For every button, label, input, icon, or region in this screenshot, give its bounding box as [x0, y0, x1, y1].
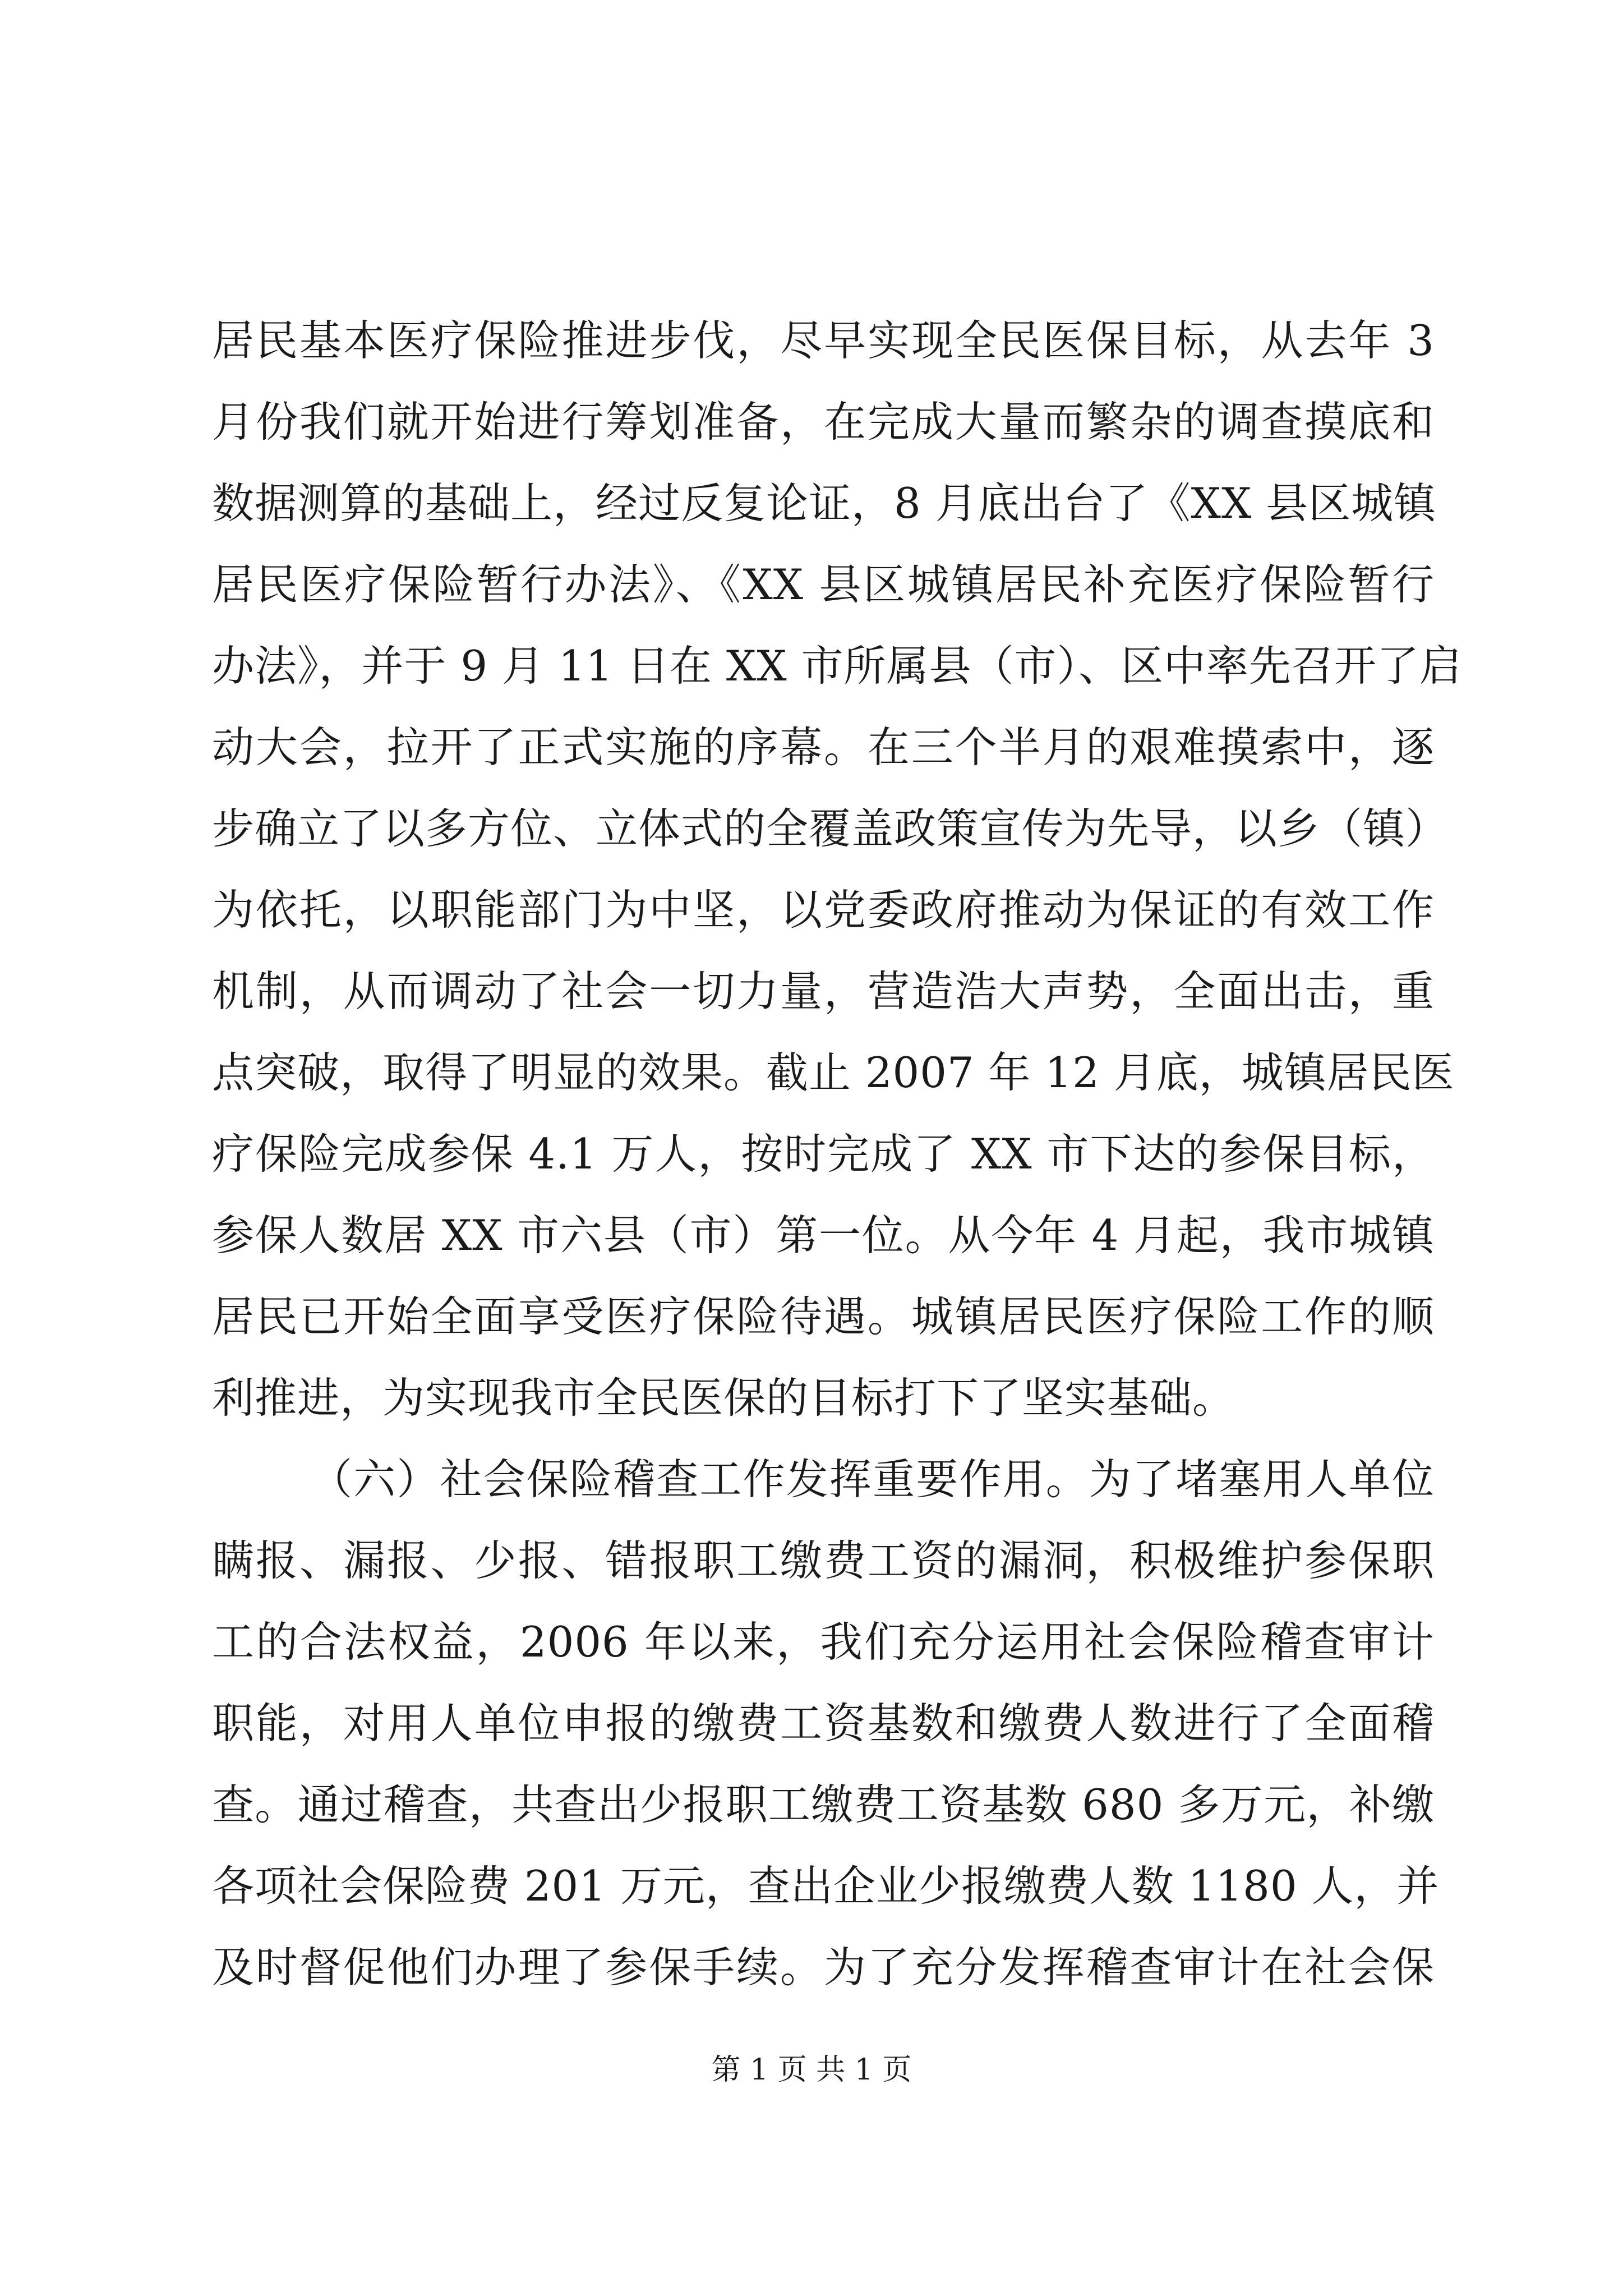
text-line-19: 查。通过稽查，共查出少报职工缴费工资基数 680 多万元，补缴	[212, 1780, 1435, 1829]
text-line-15: （六）社会保险稽查工作发挥重要作用。为了堵塞用人单位	[310, 1455, 1435, 1504]
text-line-16: 瞒报、漏报、少报、错报职工缴费工资的漏洞，积极维护参保职	[212, 1536, 1435, 1585]
text-line-4: 居民医疗保险暂行办法》、《XX 县区城镇居民补充医疗保险暂行	[212, 560, 1435, 609]
text-line-2: 月份我们就开始进行筹划准备，在完成大量而繁杂的调查摸底和	[212, 397, 1435, 447]
text-line-12: 参保人数居 XX 市六县（市）第一位。从今年 4 月起，我市城镇	[212, 1211, 1435, 1260]
text-line-21: 及时督促他们办理了参保手续。为了充分发挥稽查审计在社会保	[212, 1943, 1435, 1992]
text-line-18: 职能，对用人单位申报的缴费工资基数和缴费人数进行了全面稽	[212, 1699, 1435, 1748]
text-line-6: 动大会，拉开了正式实施的序幕。在三个半月的艰难摸索中，逐	[212, 723, 1435, 772]
text-line-9: 机制，从而调动了社会一切力量，营造浩大声势，全面出击，重	[212, 967, 1435, 1016]
text-line-11: 疗保险完成参保 4.1 万人，按时完成了 XX 市下达的参保目标，	[212, 1129, 1435, 1179]
body-text	[212, 300, 1462, 2008]
text-line-7: 步确立了以多方位、立体式的全覆盖政策宣传为先导，以乡（镇）	[212, 804, 1449, 853]
text-line-5: 办法》，并于 9 月 11 日在 XX 市所属县（市）、区中率先召开了启	[212, 641, 1462, 691]
text-line-13: 居民已开始全面享受医疗保险待遇。城镇居民医疗保险工作的顺	[212, 1292, 1435, 1341]
text-line-17: 工的合法权益，2006 年以来，我们充分运用社会保险稽查审计	[212, 1617, 1435, 1667]
text-line-20: 各项社会保险费 201 万元，查出企业少报缴费人数 1180 人，并	[212, 1861, 1440, 1911]
text-line-14: 利推进，为实现我市全民医保的目标打下了坚实基础。	[212, 1373, 1235, 1423]
text-line-8: 为依托，以职能部门为中坚，以党委政府推动为保证的有效工作	[212, 885, 1435, 935]
text-line-3: 数据测算的基础上，经过反复论证，8 月底出台了《XX 县区城镇	[212, 478, 1437, 528]
page-footer: 第 1 页 共 1 页	[711, 2053, 912, 2087]
text-line-10: 点突破，取得了明显的效果。截止 2007 年 12 月底，城镇居民医	[212, 1048, 1455, 1097]
text-line-1: 居民基本医疗保险推进步伐，尽早实现全民医保目标，从去年 3	[212, 316, 1435, 365]
